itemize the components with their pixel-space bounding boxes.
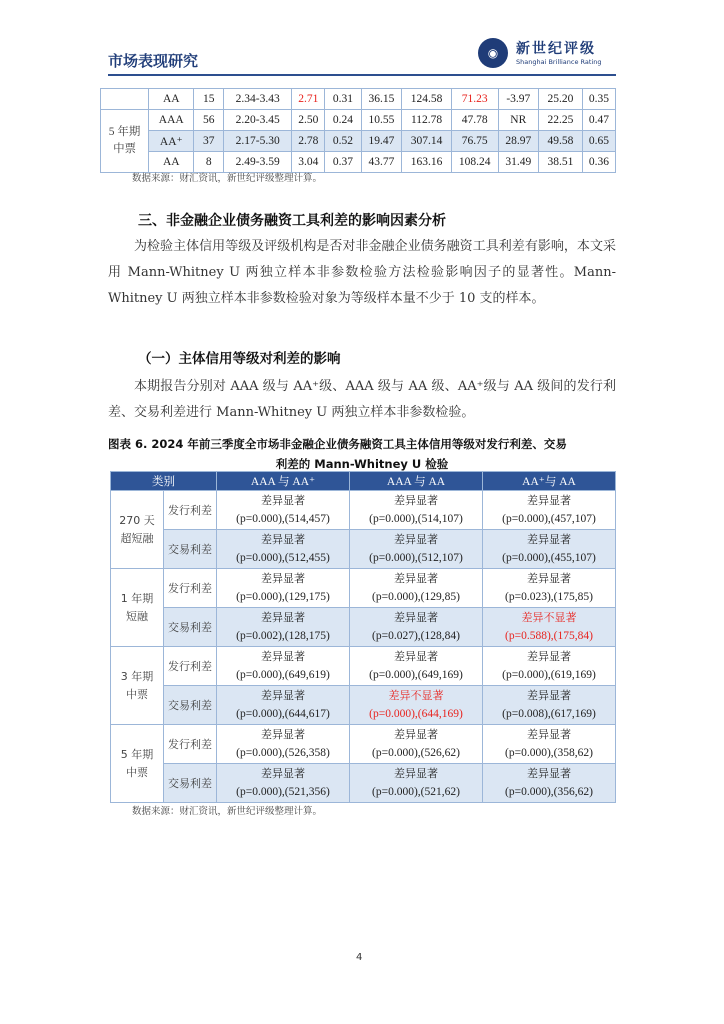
table-row <box>111 491 616 530</box>
test-result-cell <box>350 764 483 803</box>
test-result-stats: (p=0.000),(512,455) <box>236 552 330 564</box>
test-result-stats: (p=0.000),(526,62) <box>372 747 460 759</box>
test-result-label: 差异显著 <box>261 533 305 546</box>
table-cell-v4: 307.14 <box>402 131 452 152</box>
test-result-stats: (p=0.000),(649,619) <box>236 669 330 681</box>
mann-whitney-table <box>110 471 616 803</box>
test-result-cell <box>217 608 350 647</box>
test-result-label: 差异显著 <box>527 533 571 546</box>
test-result-cell <box>217 686 350 725</box>
test-result-stats: (p=0.000),(457,107) <box>502 513 596 525</box>
paragraph-text: 本期报告分别对 AAA 级与 AA⁺级、AAA 级与 AA 级、AA⁺级与 AA 级间的发行利差、交易利差进行 Mann-Whitney U 两独立样本非参数检验。 <box>108 379 616 420</box>
table-cell-v3: 36.15 <box>361 89 402 110</box>
test-result-stats: (p=0.027),(128,84) <box>372 630 460 642</box>
table-row <box>111 764 616 803</box>
section-paragraph-1 <box>108 234 616 312</box>
table-cell-v2: 0.52 <box>325 131 361 152</box>
table-cell-v8: 0.47 <box>582 110 615 131</box>
test-result-cell <box>350 530 483 569</box>
table-cell-v7: 22.25 <box>539 110 583 131</box>
table-cell-v8: 0.65 <box>582 131 615 152</box>
test-result-stats: (p=0.000),(521,356) <box>236 786 330 798</box>
test-result-stats: (p=0.000),(514,107) <box>369 513 463 525</box>
table-cell-v3: 10.55 <box>361 110 402 131</box>
test-result-label: 差异显著 <box>261 572 305 585</box>
table-cell-range: 2.17-5.30 <box>224 131 292 152</box>
test-result-cell <box>483 608 616 647</box>
table-header-cell: 类别 <box>111 472 217 491</box>
logo-cn-text: 新世纪评级 <box>516 41 596 57</box>
test-result-label: 差异显著 <box>527 728 571 741</box>
test-result-label: 差异显著 <box>261 494 305 507</box>
logo-en-text: Shanghai Brilliance Rating <box>516 58 602 66</box>
test-result-cell <box>483 686 616 725</box>
test-result-cell <box>483 725 616 764</box>
table-cell-v4: 124.58 <box>402 89 452 110</box>
table-cell-count: 37 <box>194 131 224 152</box>
table-cell-rating: AA⁺ <box>149 131 194 152</box>
test-result-label: 差异显著 <box>527 650 571 663</box>
header-divider <box>108 74 616 76</box>
test-result-cell <box>350 686 483 725</box>
row-group-label: 3 年期 中票 <box>111 647 164 725</box>
row-group-label <box>101 89 149 110</box>
table-cell-v2: 0.31 <box>325 89 361 110</box>
test-result-stats: (p=0.000),(619,169) <box>502 669 596 681</box>
row-group-label: 270 天 超短融 <box>111 491 164 569</box>
test-result-cell <box>217 725 350 764</box>
table-header-cell: AA⁺与 AA <box>483 472 616 491</box>
test-result-stats: (p=0.000),(455,107) <box>502 552 596 564</box>
test-result-label: 差异显著 <box>394 728 438 741</box>
table1-source: 数据来源：财汇资讯，新世纪评级整理计算。 <box>132 173 323 184</box>
test-result-stats: (p=0.000),(644,617) <box>236 708 330 720</box>
table-cell-v4: 163.16 <box>402 152 452 173</box>
test-result-cell <box>483 530 616 569</box>
test-result-stats: (p=0.000),(649,169) <box>369 669 463 681</box>
table-cell-count: 8 <box>194 152 224 173</box>
table-cell-rating: AAA <box>149 110 194 131</box>
table-cell-range: 2.49-3.59 <box>224 152 292 173</box>
test-result-label: 差异显著 <box>527 494 571 507</box>
table-cell-v6: -3.97 <box>498 89 539 110</box>
table-row <box>101 110 616 131</box>
table-row <box>111 569 616 608</box>
test-result-label: 差异显著 <box>527 767 571 780</box>
test-result-stats: (p=0.008),(617,169) <box>502 708 596 720</box>
table-cell-v2: 0.24 <box>325 110 361 131</box>
test-result-stats: (p=0.000),(129,175) <box>236 591 330 603</box>
table-cell-v3: 43.77 <box>361 152 402 173</box>
test-result-label: 差异不显著 <box>388 689 444 702</box>
test-result-cell <box>350 569 483 608</box>
test-result-stats: (p=0.002),(128,175) <box>236 630 330 642</box>
spread-type-label: 发行利差 <box>164 647 217 686</box>
table-row <box>101 131 616 152</box>
table-header-cell: AAA 与 AA <box>350 472 483 491</box>
test-result-label: 差异显著 <box>527 572 571 585</box>
test-result-cell <box>483 491 616 530</box>
table-cell-v8: 0.35 <box>582 89 615 110</box>
table-cell-count: 15 <box>194 89 224 110</box>
test-result-stats: (p=0.588),(175,84) <box>505 630 593 642</box>
test-result-stats: (p=0.000),(512,107) <box>369 552 463 564</box>
test-result-cell <box>350 647 483 686</box>
table2-source: 数据来源：财汇资讯，新世纪评级整理计算。 <box>132 806 323 817</box>
caption-line-2: 利差的 Mann-Whitney U 检验 <box>275 457 449 471</box>
table-cell-range: 2.34-3.43 <box>224 89 292 110</box>
caption-line-1: 图表 6. 2024 年前三季度全市场非金融企业债务融资工具主体信用等级对发行利差、交易 <box>108 437 567 451</box>
row-group-label: 1 年期 短融 <box>111 569 164 647</box>
test-result-stats: (p=0.000),(129,85) <box>372 591 460 603</box>
test-result-cell <box>483 764 616 803</box>
spread-type-label: 交易利差 <box>164 530 217 569</box>
test-result-cell <box>217 764 350 803</box>
test-result-label: 差异显著 <box>394 572 438 585</box>
table-cell-v6: NR <box>498 110 539 131</box>
test-result-stats: (p=0.000),(356,62) <box>505 786 593 798</box>
table-row <box>101 89 616 110</box>
spread-type-label: 交易利差 <box>164 686 217 725</box>
test-result-stats: (p=0.000),(526,358) <box>236 747 330 759</box>
table-cell-rating: AA <box>149 89 194 110</box>
test-result-stats: (p=0.000),(514,457) <box>236 513 330 525</box>
test-result-stats: (p=0.023),(175,85) <box>505 591 593 603</box>
test-result-label: 差异显著 <box>261 611 305 624</box>
row-group-label: 5 年期 中票 <box>111 725 164 803</box>
spread-type-label: 发行利差 <box>164 491 217 530</box>
table-row <box>111 608 616 647</box>
page-number: 4 <box>356 952 363 963</box>
table-cell-v1: 2.50 <box>292 110 325 131</box>
test-result-cell <box>483 647 616 686</box>
company-logo <box>478 38 618 72</box>
test-result-label: 差异显著 <box>394 533 438 546</box>
rating-stats-table <box>100 88 616 173</box>
table-cell-v1: 2.78 <box>292 131 325 152</box>
table-cell-v5: 71.23 <box>451 89 498 110</box>
test-result-label: 差异显著 <box>261 728 305 741</box>
table-cell-v7: 38.51 <box>539 152 583 173</box>
table-cell-v4: 112.78 <box>402 110 452 131</box>
test-result-label: 差异显著 <box>394 767 438 780</box>
header-title: 市场表现研究 <box>108 52 199 70</box>
test-result-cell <box>217 491 350 530</box>
test-result-cell <box>217 647 350 686</box>
test-result-cell <box>350 725 483 764</box>
table-cell-range: 2.20-3.45 <box>224 110 292 131</box>
table-cell-v1: 3.04 <box>292 152 325 173</box>
section-heading: 三、非金融企业债务融资工具利差的影响因素分析 <box>138 213 446 229</box>
test-result-label: 差异显著 <box>261 767 305 780</box>
logo-emblem-icon: ◉ <box>478 38 508 68</box>
subsection-heading: （一）主体信用等级对利差的影响 <box>138 351 341 367</box>
figure-caption <box>108 434 616 474</box>
table-row <box>111 647 616 686</box>
table-header-cell: AAA 与 AA⁺ <box>217 472 350 491</box>
test-result-cell <box>350 491 483 530</box>
test-result-cell <box>217 569 350 608</box>
table-cell-rating: AA <box>149 152 194 173</box>
test-result-label: 差异显著 <box>394 494 438 507</box>
test-result-label: 差异不显著 <box>521 611 577 624</box>
test-result-stats: (p=0.000),(521,62) <box>372 786 460 798</box>
table-row <box>111 686 616 725</box>
section-paragraph-2 <box>108 374 616 426</box>
paragraph-text: 为检验主体信用等级及评级机构是否对非金融企业债务融资工具利差有影响，本文采用 Mann-Whitney U 两独立样本非参数检验方法检验影响因子的显著性。Mann-Whitney U 两独立样本非参数检验对象为等级样本量不少于 10 支的样本。 <box>108 239 616 306</box>
test-result-cell <box>217 530 350 569</box>
table-cell-v6: 31.49 <box>498 152 539 173</box>
table-cell-v1: 2.71 <box>292 89 325 110</box>
table-cell-v3: 19.47 <box>361 131 402 152</box>
test-result-cell <box>483 569 616 608</box>
table-row <box>111 530 616 569</box>
test-result-stats: (p=0.000),(644,169) <box>369 708 463 720</box>
table-cell-v7: 25.20 <box>539 89 583 110</box>
test-result-label: 差异显著 <box>527 689 571 702</box>
table-cell-v5: 108.24 <box>451 152 498 173</box>
test-result-label: 差异显著 <box>394 611 438 624</box>
spread-type-label: 发行利差 <box>164 569 217 608</box>
table-cell-v8: 0.36 <box>582 152 615 173</box>
table-cell-v6: 28.97 <box>498 131 539 152</box>
spread-type-label: 发行利差 <box>164 725 217 764</box>
table-header-row <box>111 472 616 491</box>
table-cell-v5: 76.75 <box>451 131 498 152</box>
test-result-cell <box>350 608 483 647</box>
table-cell-v7: 49.58 <box>539 131 583 152</box>
table-row <box>111 725 616 764</box>
test-result-label: 差异显著 <box>261 689 305 702</box>
table-cell-v2: 0.37 <box>325 152 361 173</box>
table-cell-v5: 47.78 <box>451 110 498 131</box>
table-cell-count: 56 <box>194 110 224 131</box>
row-group-label: 5 年期 中票 <box>101 110 149 173</box>
test-result-stats: (p=0.000),(358,62) <box>505 747 593 759</box>
spread-type-label: 交易利差 <box>164 608 217 647</box>
spread-type-label: 交易利差 <box>164 764 217 803</box>
test-result-label: 差异显著 <box>394 650 438 663</box>
test-result-label: 差异显著 <box>261 650 305 663</box>
